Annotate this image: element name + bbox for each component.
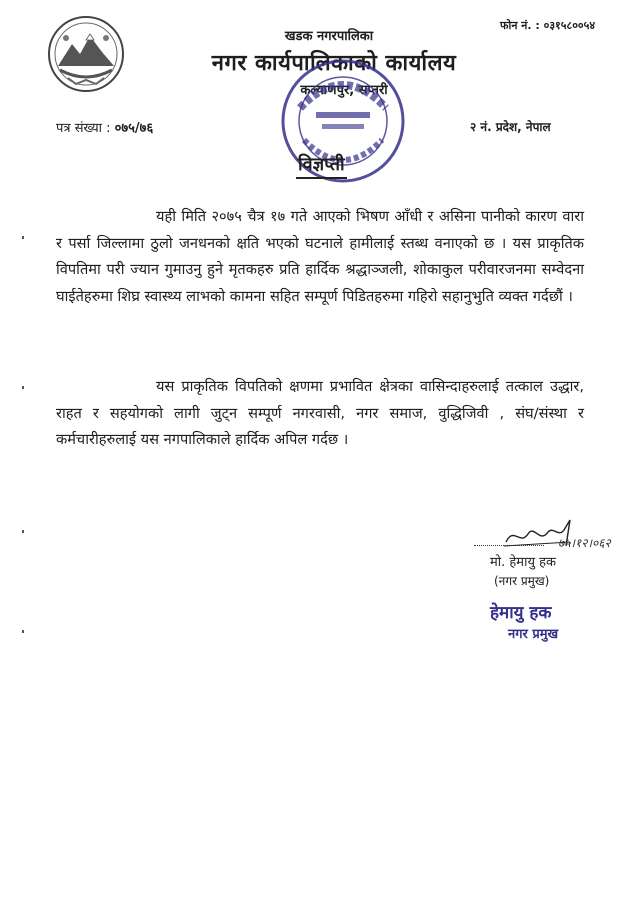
margin-mark [22,386,24,389]
signature-date: ७५।१२।०६२ [558,536,611,550]
notice-heading: विज्ञप्ती [296,152,347,179]
paragraph-1-text: यही मिति २०७५ चैत्र १७ गते आएको भिषण आँधी र असिना पानीको कारण वारा र पर्सा जिल्लामा ठुलो जनधनको क्षति भएको घटनाले हामीलाई स्तब्ध वनाएको छ । यस प्राकृतिक विपतिमा परी ज्यान गुमाउनु हुने मृतकहरु प्रति हार्दिक श्रद्धाञ्जली, शोकाकुल परीवारजनमा सम्वेदना घाईतेहरुमा शिघ्र स्वास्थ्य लाभको कामना सहित सम्पूर्ण पिडितहरुमा गहिरो सहानुभुति व्यक्त गर्दछौं । [56,208,584,305]
name-stamp: हेमायु हक [490,603,552,623]
role-stamp: नगर प्रमुख [508,627,559,642]
paragraph-2-text: यस प्राकृतिक विपतिको क्षणमा प्रभावित क्षेत्रका वासिन्दाहरुलाई तत्काल उद्धार, राहत र सहयोगको लागी जुट्न सम्पूर्ण नगरवासी, नगर समाज, वुद्धिजिवी , संघ/संस्था र कर्मचारीहरुलाई यस नगपालिकाले हार्दिक अपिल गर्दछ । [56,378,584,448]
phone-number: फोन नं. : ०३१५८००५४ [500,19,596,32]
letter-number-label: पत्र संख्या : [56,121,111,136]
signatory-role: (नगर प्रमुख) [494,574,550,588]
notice-paragraph-2 [56,374,584,454]
office-location: कल्याणपुर, सप्तरी [300,83,388,98]
office-name: नगर कार्यपालिकाको कार्यालय [211,51,457,76]
margin-mark [22,236,24,239]
municipality-name: खडक नगरपालिका [284,29,374,44]
notice-paragraph-1 [56,204,584,310]
letter-number-value: ०७५/७६ [114,121,154,136]
margin-mark [22,630,24,633]
signatory-name: मो. हेमायु हक [490,555,557,570]
margin-mark [22,530,24,533]
letter-number [56,118,153,136]
province-name: २ नं. प्रदेश, नेपाल [470,120,551,134]
